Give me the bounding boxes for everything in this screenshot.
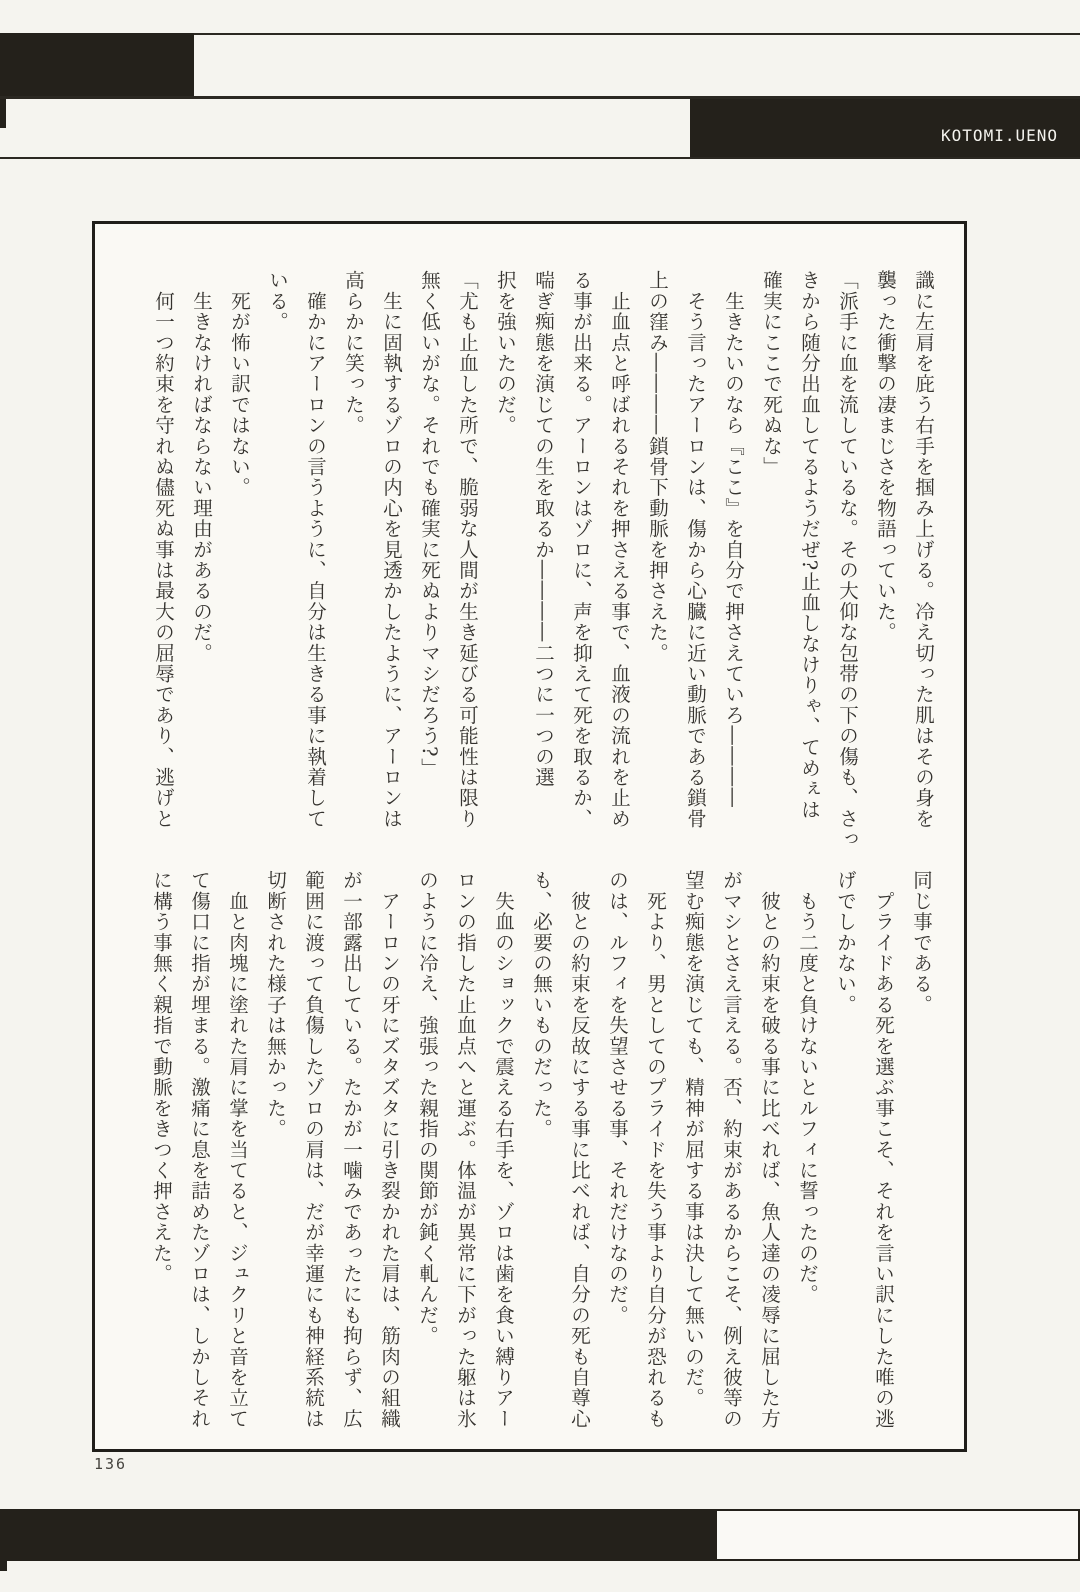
upper-text-block: 識に左肩を庇う右手を掴み上げる。冷え切った肌はその身を 襲った衝撃の凄まじさを物語っていた。 「派手に血を流しているな。その大仰な包帯の下の傷も、さっ きから随分出血してるようだぜ?止血しなけりゃ、てめぇは 確実にここで死ぬな」 生きたいのなら『ここ』を自分で押さえていろ―――― そう言ったアーロンは、傷から心臓に近い動脈である鎖骨 上の窪み――――鎖骨下動脈を押さえた。 止血点と呼ばれるそれを押さえる事で、血液の流れを止め る事が出来る。アーロンはゾロに、声を抑えて死を取るか、 喘ぎ痴態を演じての生を取るか――――二つに一つの選 択を強いたのだ。 「尤も止血した所で、脆弱な人間が生き延びる可能性は限り 無く低いがな。それでも確実に死ぬよりマシだろう?」 生に固執するゾロの内心を見透かしたように、アーロンは 高らかに笑った。 確かにアーロンの言うように、自分は生きる事に執着して いる。 死が怖い訳ではない。 生きなければならない理由があるのだ。 何一つ約束を守れぬ儘死ぬ事は最大の屈辱であり、逃げと	[152, 270, 935, 850]
header-left-bar	[0, 33, 194, 97]
header-rule-bottom	[0, 157, 1080, 159]
footer-left-edge-sliver	[0, 1509, 7, 1571]
page-number: 136	[94, 1455, 128, 1473]
header-credit-bar	[690, 99, 1080, 157]
lower-text-block: 同じ事である。 プライドある死を選ぶ事こそ、それを言い訳にした唯の逃 げでしかない。 もう二度と負けないとルフィに誓ったのだ。 彼との約束を破る事に比べれば、魚人達の凌辱に屈した方 がマシとさえ言える。否、約束があるからこそ、例え彼等の 望む痴態を演じても、精神が屈する事は決して無いのだ。 死より、男としてのプライドを失う事より自分が恐れるも のは、ルフィを失望させる事、それだけなのだ。 彼との約束を反故にする事に比べれば、自分の死も自尊心 も、必要の無いものだった。 失血のショックで震える右手を、ゾロは歯を食い縛りアー ロンの指した止血点へと運ぶ。体温が異常に下がった躯は氷 のように冷え、強張った親指の関節が鈍く軋んだ。 アーロンの牙にズタズタに引き裂かれた肩は、筋肉の組織 が一部露出している。たかが一噛みであったにも拘らず、広 範囲に渡って負傷したゾロの肩は、だが幸運にも神経系統は 切断された様子は無かった。 血と肉塊に塗れた肩に掌を当てると、ジュクリと音を立て て傷口に指が埋まる。激痛に息を詰めたゾロは、しかしそれ に構う事無く親指で動脈をきつく押さえた。	[150, 870, 933, 1429]
header-left-edge-sliver	[0, 99, 6, 128]
footer-bar	[0, 1509, 717, 1561]
footer-white-panel	[715, 1509, 1080, 1561]
author-credit-text: KOTOMI.UENO	[941, 125, 1058, 145]
